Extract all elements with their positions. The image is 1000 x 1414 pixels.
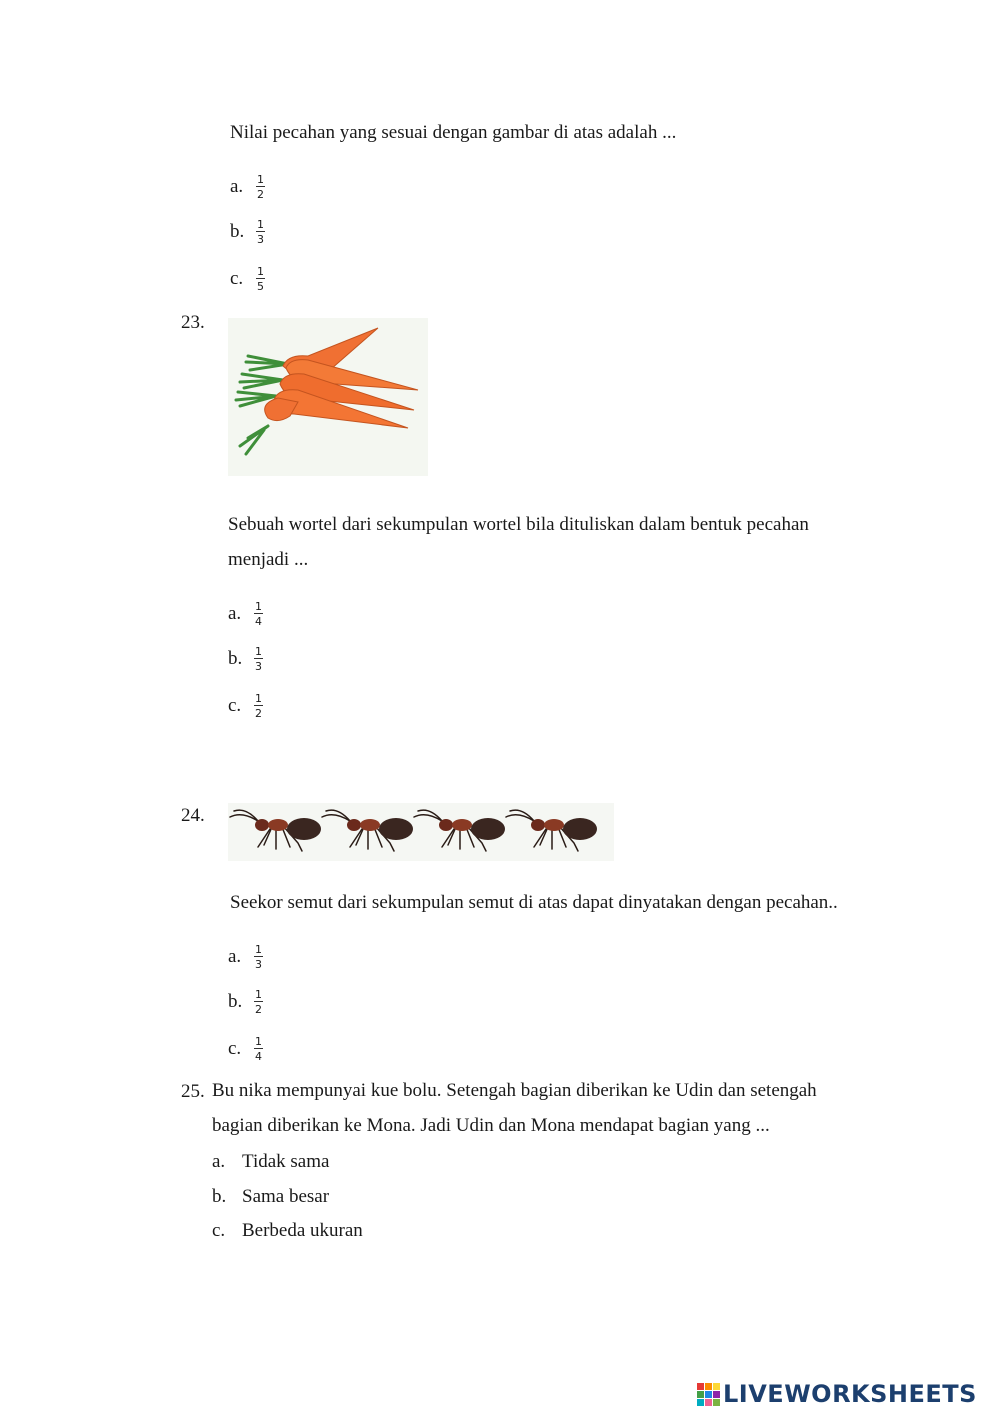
fraction: $\frac{1}{2}$ bbox=[255, 692, 262, 720]
q25-option-a[interactable] bbox=[212, 1151, 329, 1173]
q23-question-line1: Sebuah wortel dari sekumpulan wortel bila dituliskan dalam bentuk pecahan bbox=[228, 514, 809, 535]
option-text: Berbeda ukuran bbox=[242, 1220, 363, 1241]
q24-option-b[interactable] bbox=[228, 989, 263, 1015]
q24-option-a[interactable] bbox=[228, 944, 263, 970]
fraction: $\frac{1}{3}$ bbox=[257, 218, 264, 246]
option-text: Sama besar bbox=[242, 1186, 330, 1207]
q23-option-a[interactable] bbox=[228, 601, 263, 627]
fraction: $\frac{1}{4}$ bbox=[255, 600, 262, 628]
fraction: $\frac{1}{2}$ bbox=[257, 173, 264, 201]
q25-option-c[interactable] bbox=[212, 1220, 363, 1242]
fraction: $\frac{1}{4}$ bbox=[255, 1035, 262, 1063]
option-letter: c. bbox=[212, 1220, 226, 1241]
q23-question-line2: menjadi ... bbox=[228, 549, 309, 570]
q22-option-b[interactable] bbox=[230, 219, 265, 245]
option-letter: a. bbox=[228, 946, 242, 967]
option-letter: b. bbox=[212, 1186, 227, 1207]
fraction: $\frac{1}{3}$ bbox=[255, 645, 262, 673]
q23-number: 23. bbox=[181, 312, 205, 333]
option-letter: c. bbox=[228, 695, 242, 716]
logo-text: LIVEWORKSHEETS bbox=[723, 1380, 977, 1408]
q24-option-c[interactable] bbox=[228, 1036, 263, 1062]
q22-option-c[interactable] bbox=[230, 266, 265, 292]
option-letter: a. bbox=[212, 1151, 226, 1172]
logo-grid-icon bbox=[697, 1383, 720, 1406]
carrots-image bbox=[228, 318, 428, 476]
q24-number: 24. bbox=[181, 805, 205, 826]
q22-option-a[interactable] bbox=[230, 174, 265, 200]
q23-option-c[interactable] bbox=[228, 693, 263, 719]
option-letter: c. bbox=[228, 1038, 242, 1059]
q25-question-line2: bagian diberikan ke Mona. Jadi Udin dan Mona mendapat bagian yang ... bbox=[212, 1115, 770, 1136]
fraction: $\frac{1}{5}$ bbox=[257, 265, 264, 293]
q25-number: 25. bbox=[181, 1081, 205, 1102]
q23-option-b[interactable] bbox=[228, 646, 263, 672]
ants-image bbox=[228, 803, 614, 861]
q24-question: Seekor semut dari sekumpulan semut di atas dapat dinyatakan dengan pecahan.. bbox=[230, 892, 838, 913]
option-letter: b. bbox=[228, 991, 243, 1012]
fraction: $\frac{1}{3}$ bbox=[255, 943, 262, 971]
liveworksheets-logo[interactable] bbox=[697, 1380, 977, 1408]
q25-option-b[interactable] bbox=[212, 1186, 329, 1208]
option-letter: a. bbox=[228, 603, 242, 624]
option-letter: b. bbox=[228, 648, 243, 669]
option-text: Tidak sama bbox=[242, 1151, 330, 1172]
option-letter: b. bbox=[230, 221, 245, 242]
fraction: $\frac{1}{2}$ bbox=[255, 988, 262, 1016]
q25-question-line1: Bu nika mempunyai kue bolu. Setengah bagian diberikan ke Udin dan setengah bbox=[212, 1080, 817, 1101]
option-letter: c. bbox=[230, 268, 244, 289]
option-letter: a. bbox=[230, 176, 244, 197]
q22-question: Nilai pecahan yang sesuai dengan gambar di atas adalah ... bbox=[230, 122, 677, 143]
